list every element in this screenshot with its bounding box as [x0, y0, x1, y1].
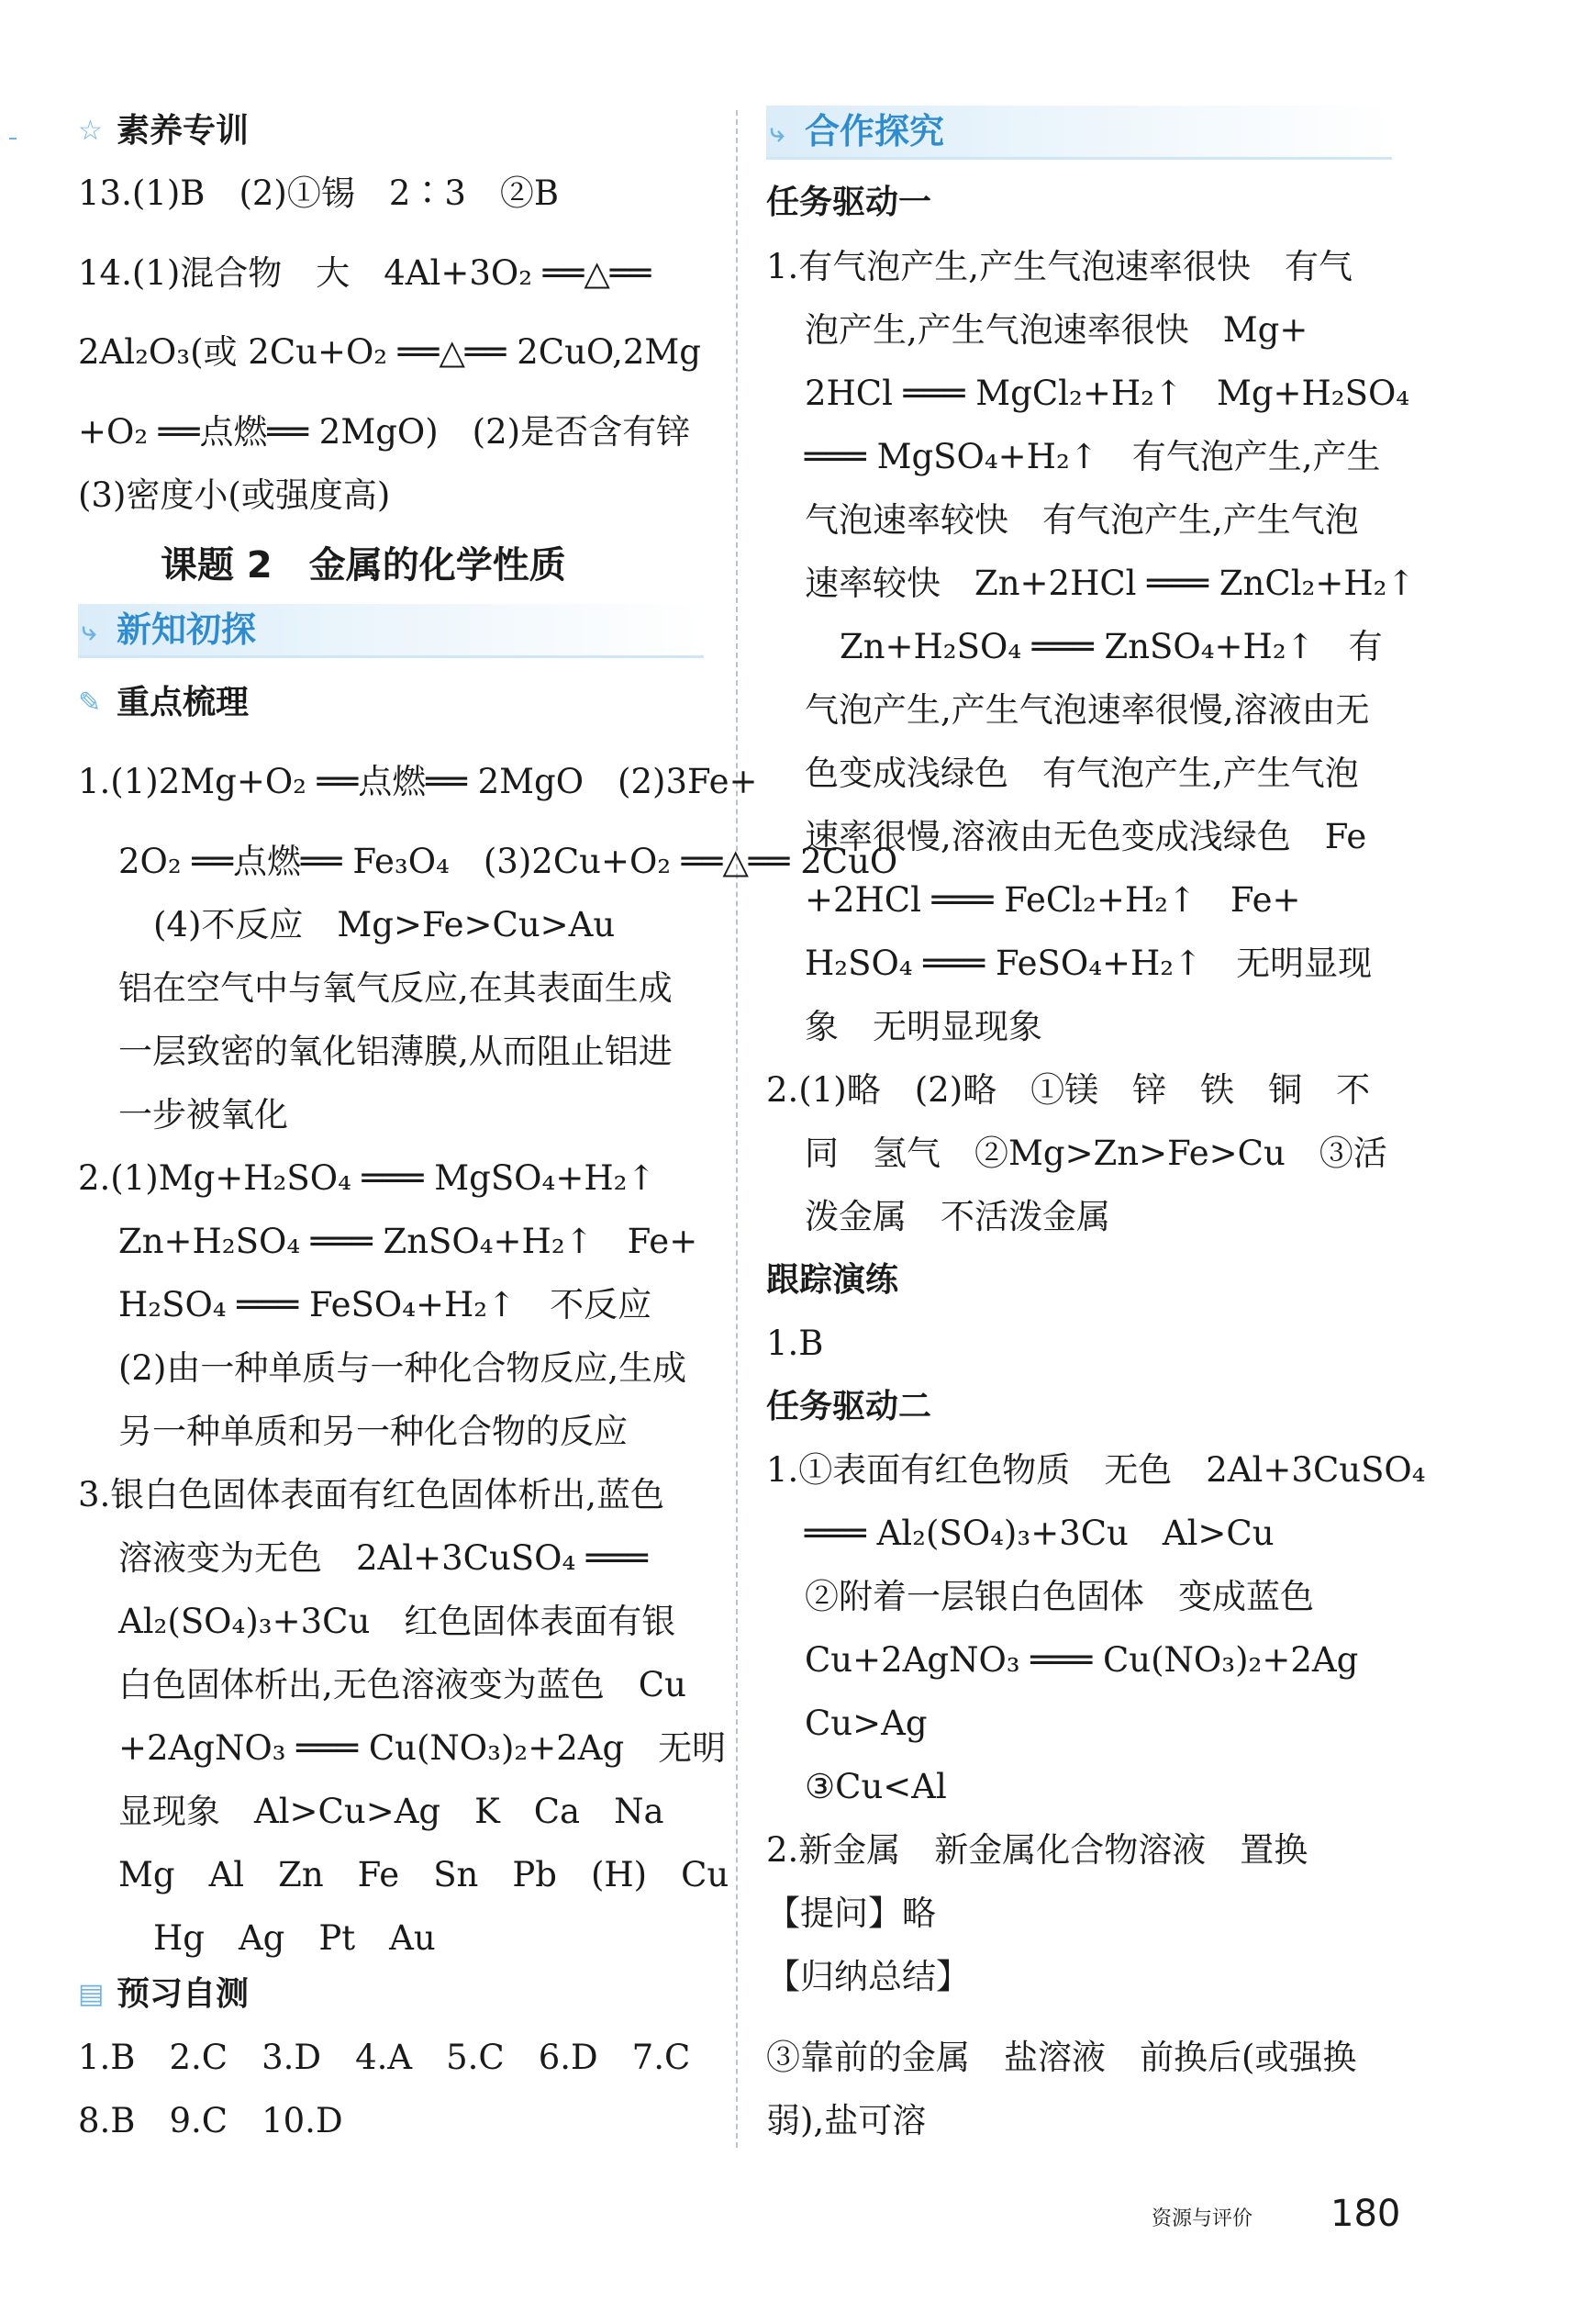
answer-line: 泼金属 不活泼金属 [805, 1197, 1110, 1236]
answer-line: ③Cu<Al [805, 1767, 947, 1806]
section-hezuo-heading: ⤷ 合作探究 [766, 106, 1392, 160]
answer-line: ═══ Al₂(SO₄)₃+3Cu Al>Cu [805, 1514, 1275, 1553]
answer-line: 显现象 Al>Cu>Ag K Ca Na [118, 1792, 664, 1831]
answer-line: 气泡速率较快 有气泡产生,产生气泡 [805, 500, 1359, 540]
answer-line: 色变成浅绿色 有气泡产生,产生气泡 [805, 754, 1359, 793]
lesson-title: 课题 2 金属的化学性质 [161, 544, 566, 587]
bookmark-icon: ⤷ [82, 616, 96, 646]
answer-line: ②附着一层银白色固体 变成蓝色 [805, 1577, 1314, 1616]
answer-line: 2Al₂O₃(或 2Cu+O₂ ══△══ 2CuO,2Mg [78, 332, 701, 372]
section-suyang-heading: ☆ 素养专训 [78, 107, 249, 155]
answer-line: 8.B 9.C 10.D [78, 2101, 343, 2140]
answer-line: 溶液变为无色 2Al+3CuSO₄ ═══ [118, 1538, 648, 1578]
answer-line: 弱),盐可溶 [766, 2101, 927, 2140]
section-xinzhi-heading: ⤷ 新知初探 [78, 604, 704, 658]
footer-book-title: 资源与评价 [1152, 2207, 1253, 2230]
answer-line: 【归纳总结】 [766, 1957, 970, 1996]
answer-line: ③靠前的金属 盐溶液 前换后(或强换 [766, 2038, 1357, 2077]
answer-line: +2AgNO₃ ═══ Cu(NO₃)₂+2Ag 无明 [118, 1728, 727, 1768]
answer-line: 气泡产生,产生气泡速率很慢,溶液由无 [805, 690, 1370, 730]
answer-line: (4)不反应 Mg>Fe>Cu>Au [153, 905, 616, 944]
answer-line: 白色固体析出,无色溶液变为蓝色 Cu [118, 1665, 686, 1704]
answer-line: 2.(1)Mg+H₂SO₄ ═══ MgSO₄+H₂↑ [78, 1158, 656, 1198]
answer-line: 2.新金属 新金属化合物溶液 置换 [766, 1830, 1308, 1870]
margin-mark [9, 138, 17, 140]
answer-line: 3.银白色固体表面有红色固体析出,蓝色 [78, 1475, 665, 1514]
answer-line: 象 无明显现象 [805, 1007, 1042, 1046]
pencil-icon: ✎ [78, 687, 102, 719]
answer-line: 铝在空气中与氧气反应,在其表面生成 [118, 968, 673, 1008]
answer-line: (2)由一种单质与一种化合物反应,生成 [118, 1348, 687, 1388]
answer-line: 14.(1)混合物 大 4Al+3O₂ ══△══ [78, 253, 651, 293]
answer-line: 一层致密的氧化铝薄膜,从而阻止铝进 [118, 1032, 673, 1071]
answer-line: H₂SO₄ ═══ FeSO₄+H₂↑ 不反应 [118, 1285, 652, 1324]
answer-line: 同 氢气 ②Mg>Zn>Fe>Cu ③活 [805, 1134, 1387, 1173]
column-divider [736, 110, 738, 2148]
answer-line: Zn+H₂SO₄ ═══ ZnSO₄+H₂↑ 有 [840, 627, 1383, 666]
answer-line: 2HCl ═══ MgCl₂+H₂↑ Mg+H₂SO₄ [805, 374, 1410, 413]
star-icon: ☆ [78, 115, 103, 147]
answer-line: 1.B 2.C 3.D 4.A 5.C 6.D 7.C [78, 2038, 691, 2077]
answer-line: 1.B [766, 1324, 824, 1363]
sub-yuxi-heading: ▤ 预习自测 [78, 1971, 249, 2018]
answer-line: 速率很慢,溶液由无色变成浅绿色 Fe [805, 817, 1367, 856]
task-heading: 任务驱动二 [766, 1388, 932, 1425]
answer-line: Mg Al Zn Fe Sn Pb (H) Cu [118, 1855, 729, 1894]
answer-line: 1.①表面有红色物质 无色 2Al+3CuSO₄ [766, 1450, 1426, 1490]
sub-zhongdian-heading: ✎ 重点梳理 [78, 679, 249, 727]
answer-line: 2.(1)略 (2)略 ①镁 锌 铁 铜 不 [766, 1070, 1371, 1110]
answer-line: +O₂ ══点燃══ 2MgO) (2)是否含有锌 [78, 412, 691, 452]
answer-line: 泡产生,产生气泡速率很快 Mg+ [805, 310, 1308, 350]
answer-line: Hg Ag Pt Au [153, 1918, 436, 1958]
answer-line: 另一种单质和另一种化合物的反应 [118, 1412, 628, 1451]
answer-line: 速率较快 Zn+2HCl ═══ ZnCl₂+H₂↑ [805, 564, 1416, 603]
answer-line: Cu+2AgNO₃ ═══ Cu(NO₃)₂+2Ag [805, 1640, 1359, 1680]
bookmark-icon: ⤷ [770, 117, 785, 148]
answer-line: 1.有气泡产生,产生气泡速率很快 有气 [766, 247, 1353, 286]
answer-line: 1.(1)2Mg+O₂ ══点燃══ 2MgO (2)3Fe+ [78, 762, 758, 801]
answer-line: H₂SO₄ ═══ FeSO₄+H₂↑ 无明显现 [805, 944, 1373, 983]
book-icon: ▤ [78, 1978, 105, 2010]
answer-line: 一步被氧化 [118, 1095, 288, 1134]
page-number: 180 [1330, 2193, 1401, 2235]
answer-line: 13.(1)B (2)①锡 2∶3 ②B [78, 173, 560, 213]
answer-line: (3)密度小(或强度高) [78, 475, 391, 515]
answer-line: Al₂(SO₄)₃+3Cu 红色固体表面有银 [118, 1602, 676, 1641]
task-heading: 任务驱动一 [766, 184, 932, 221]
answer-line: +2HCl ═══ FeCl₂+H₂↑ Fe+ [805, 880, 1301, 920]
practice-heading: 跟踪演练 [766, 1261, 899, 1299]
answer-line: 2O₂ ══点燃══ Fe₃O₄ (3)2Cu+O₂ ══△══ 2CuO [118, 842, 898, 881]
answer-line: ═══ MgSO₄+H₂↑ 有气泡产生,产生 [805, 437, 1381, 476]
answer-line: Zn+H₂SO₄ ═══ ZnSO₄+H₂↑ Fe+ [118, 1222, 698, 1261]
answer-line: 【提问】略 [766, 1894, 936, 1933]
answer-line: Cu>Ag [805, 1704, 928, 1743]
